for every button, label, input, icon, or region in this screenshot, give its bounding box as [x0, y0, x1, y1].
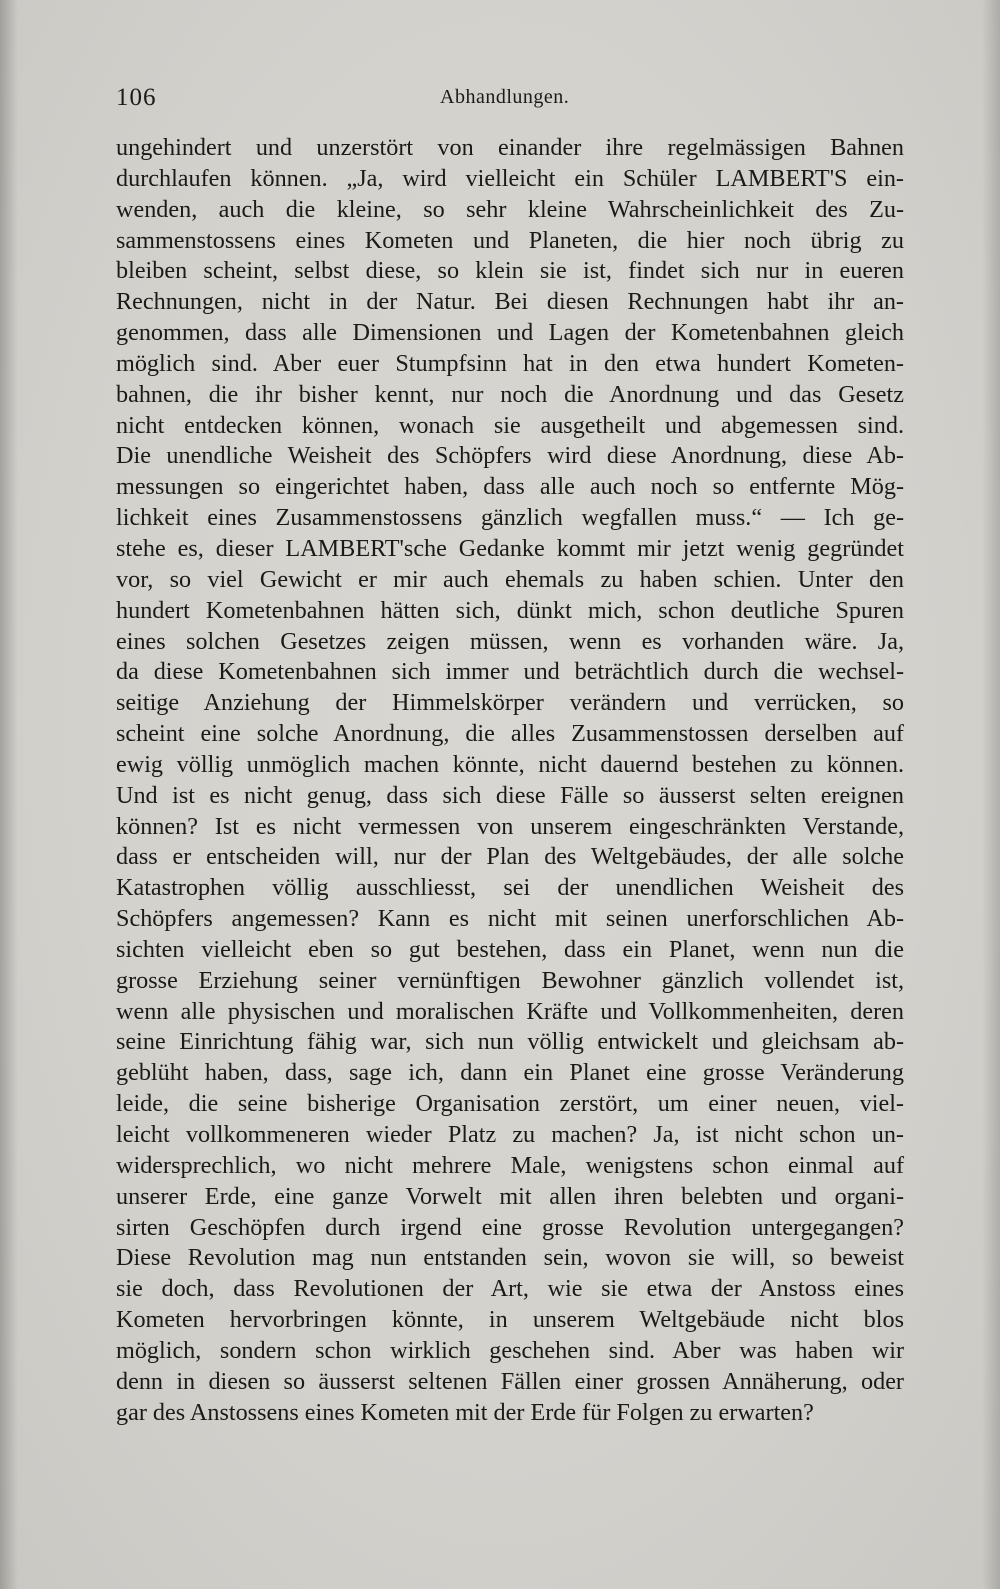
text-line: widersprechlich, wo nicht mehrere Male, wenigstens schon einmal auf — [116, 1151, 904, 1179]
text-line: Rechnungen, nicht in der Natur. Bei diesen Rechnungen habt ihr an- — [116, 288, 904, 316]
text-line: scheint eine solche Anordnung, die alles Zusammenstossen derselben auf — [116, 720, 904, 748]
running-head: Abhandlungen. — [440, 86, 570, 108]
text-line: möglich sind. Aber euer Stumpfsinn hat in den etwa hundert Kometen- — [116, 349, 904, 377]
text-line: messungen so eingerichtet haben, dass alle auch noch so entfernte Mög- — [116, 473, 904, 501]
text-line: gar des Anstossens eines Kometen mit der Erde für Folgen zu erwarten? — [116, 1398, 814, 1426]
text-line: stehe es, dieser LAMBERT'sche Gedanke kommt mir jetzt wenig gegründet — [116, 534, 904, 562]
page-header — [116, 84, 896, 116]
text-line: geblüht haben, dass, sage ich, dann ein Planet eine grosse Veränderung — [116, 1059, 904, 1087]
text-line: ewig völlig unmöglich machen könnte, nicht dauernd bestehen zu können. — [116, 750, 904, 778]
text-line: grosse Erziehung seiner vernünftigen Bewohner gänzlich vollendet ist, — [116, 966, 904, 994]
text-line: möglich, sondern schon wirklich geschehen sind. Aber was haben wir — [116, 1336, 904, 1364]
text-line: unserer Erde, eine ganze Vorwelt mit allen ihren belebten und organi- — [116, 1182, 904, 1210]
text-line: seine Einrichtung fähig war, sich nun völlig entwickelt und gleichsam ab- — [116, 1028, 904, 1056]
left-page-shadow — [0, 0, 18, 1589]
text-line: ungehindert und unzerstört von einander ihre regelmässigen Bahnen — [116, 134, 904, 161]
text-line: Diese Revolution mag nun entstanden sein, wovon sie will, so beweist — [116, 1244, 904, 1272]
body-text — [116, 133, 904, 1428]
text-line: sammenstossens eines Kometen und Planeten, die hier noch übrig zu — [116, 226, 904, 254]
text-line: eines solchen Gesetzes zeigen müssen, wenn es vorhanden wäre. Ja, — [116, 627, 904, 655]
text-line: dass er entscheiden will, nur der Plan des Weltgebäudes, der alle solche — [116, 843, 904, 871]
text-line: denn in diesen so äusserst seltenen Fällen einer grossen Annäherung, oder — [116, 1367, 904, 1395]
page-number: 106 — [116, 84, 157, 111]
text-line: können? Ist es nicht vermessen von unserem eingeschränkten Verstande, — [116, 812, 904, 840]
text-line: wenn alle physischen und moralischen Kräfte und Vollkommenheiten, deren — [116, 997, 904, 1025]
text-line: genommen, dass alle Dimensionen und Lagen der Kometenbahnen gleich — [116, 319, 904, 347]
text-line: wenden, auch die kleine, so sehr kleine Wahrscheinlichkeit des Zu- — [116, 195, 904, 223]
text-line: Und ist es nicht genug, dass sich diese Fälle so äusserst selten ereignen — [116, 781, 904, 809]
text-line: Die unendliche Weisheit des Schöpfers wird diese Anordnung, diese Ab- — [116, 442, 904, 470]
text-line: nicht entdecken können, wonach sie ausgetheilt und abgemessen sind. — [116, 411, 904, 439]
text-line: lichkeit eines Zusammenstossens gänzlich wegfallen muss.“ — Ich ge- — [116, 504, 904, 532]
text-line: Schöpfers angemessen? Kann es nicht mit seinen unerforschlichen Ab- — [116, 905, 904, 933]
text-line: Katastrophen völlig ausschliesst, sei der unendlichen Weisheit des — [116, 874, 904, 902]
text-line: sie doch, dass Revolutionen der Art, wie sie etwa der Anstoss eines — [116, 1275, 904, 1303]
text-line: sichten vielleicht eben so gut bestehen, dass ein Planet, wenn nun die — [116, 935, 904, 963]
text-line: leide, die seine bisherige Organisation zerstört, um einer neuen, viel- — [116, 1090, 904, 1118]
text-line: seitige Anziehung der Himmelskörper verändern und verrücken, so — [116, 689, 904, 717]
right-page-shadow — [982, 0, 1000, 1589]
text-line: sirten Geschöpfen durch irgend eine grosse Revolution untergegangen? — [116, 1213, 904, 1241]
text-line: leicht vollkommeneren wieder Platz zu machen? Ja, ist nicht schon un- — [116, 1121, 904, 1148]
text-line: vor, so viel Gewicht er mir auch ehemals zu haben schien. Unter den — [116, 565, 904, 593]
text-line: Kometen hervorbringen könnte, in unserem Weltgebäude nicht blos — [116, 1306, 904, 1334]
text-line: da diese Kometenbahnen sich immer und beträchtlich durch die wechsel- — [116, 658, 904, 686]
text-line: hundert Kometenbahnen hätten sich, dünkt mich, schon deutliche Spuren — [116, 596, 904, 624]
text-line: durchlaufen können. „Ja, wird vielleicht ein Schüler LAMBERT'S ein- — [116, 164, 904, 192]
text-line: bleiben scheint, selbst diese, so klein sie ist, findet sich nur in eueren — [116, 257, 904, 285]
text-line: bahnen, die ihr bisher kennt, nur noch die Anordnung und das Gesetz — [116, 380, 904, 408]
